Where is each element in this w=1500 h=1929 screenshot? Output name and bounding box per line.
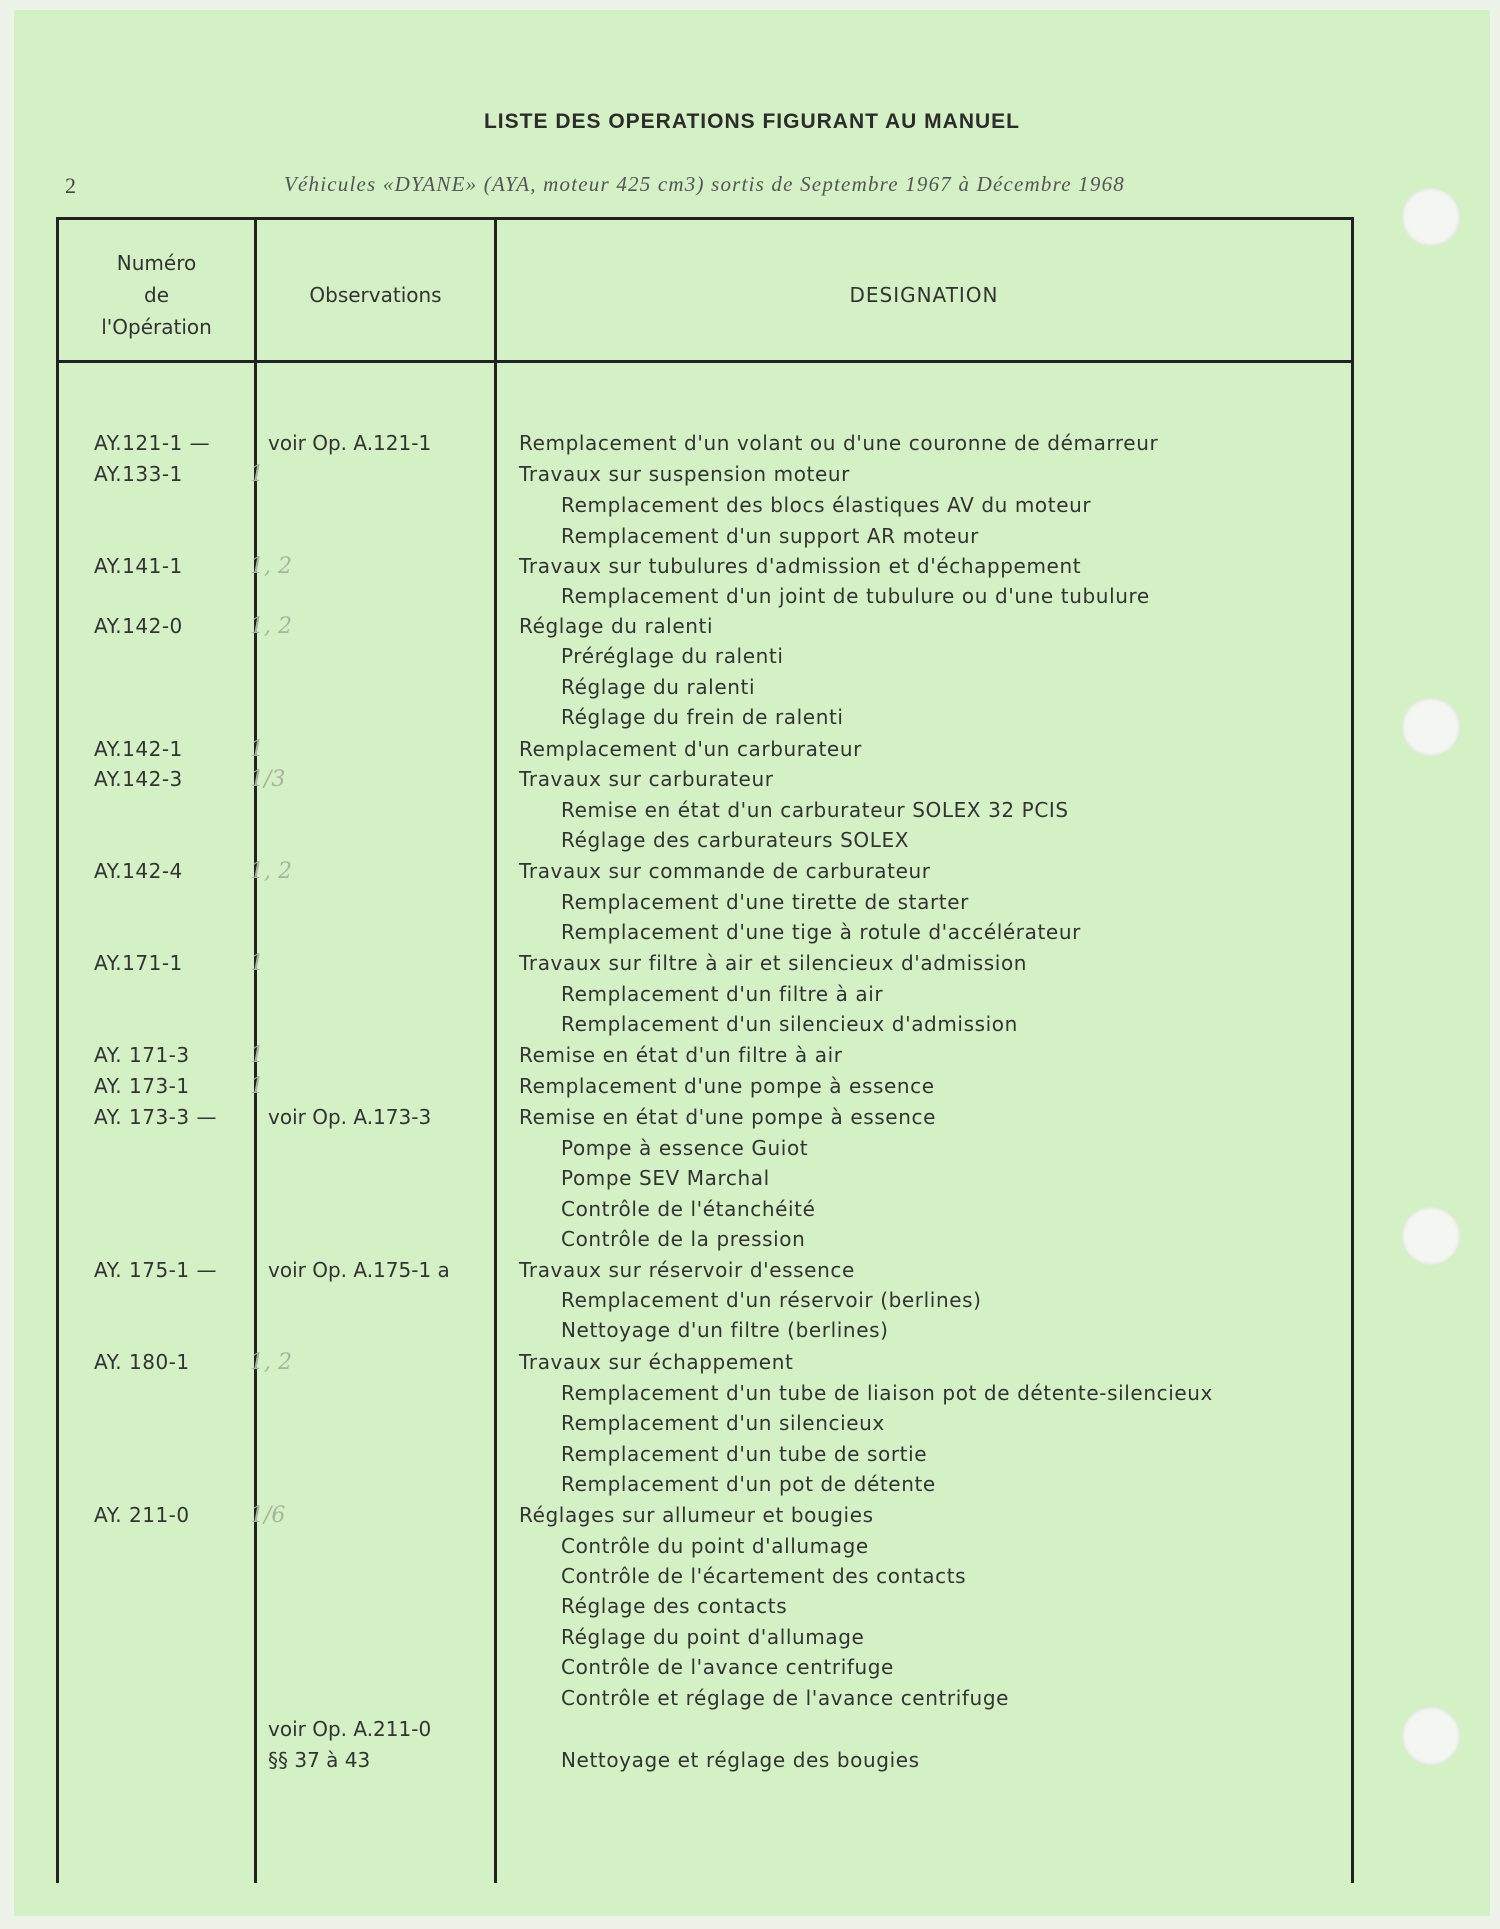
designation-subitem: Remise en état d'un carburateur SOLEX 32 PCIS — [561, 798, 1069, 822]
table-left-border — [56, 217, 59, 1883]
operation-number: AY. 171-3 — [94, 1043, 190, 1067]
punch-hole — [1402, 1707, 1460, 1765]
operation-number: AY.133-1 — [94, 462, 183, 486]
designation-subitem: Remplacement d'une tige à rotule d'accélérateur — [561, 920, 1081, 944]
designation-subitem: Contrôle de l'avance centrifuge — [561, 1655, 894, 1679]
pencil-annotation: 1, 2 — [250, 859, 292, 884]
observation-text: voir Op. A.173-3 — [268, 1105, 432, 1129]
operation-number: AY. 175-1 — — [94, 1258, 217, 1282]
designation-subitem: Réglage du frein de ralenti — [561, 705, 844, 729]
pencil-annotation: 1 — [250, 1074, 264, 1099]
designation-text: Remise en état d'une pompe à essence — [519, 1105, 936, 1129]
observation-text: voir Op. A.121-1 — [268, 431, 432, 455]
designation-subitem: Remplacement d'un tube de liaison pot de détente-silencieux — [561, 1381, 1213, 1405]
operation-number: AY.142-3 — [94, 767, 183, 791]
operation-number: AY. 173-3 — — [94, 1105, 217, 1129]
designation-text: Remplacement d'un volant ou d'une couronne de démarreur — [519, 431, 1159, 455]
designation-text: Réglages sur allumeur et bougies — [519, 1503, 874, 1527]
manual-page — [14, 10, 1490, 1916]
designation-text: Remise en état d'un filtre à air — [519, 1043, 843, 1067]
designation-text: Travaux sur tubulures d'admission et d'échappement — [519, 554, 1082, 578]
operation-number: AY. 211-0 — [94, 1503, 190, 1527]
designation-subitem: Contrôle de la pression — [561, 1227, 806, 1251]
operation-number: AY. 180-1 — [94, 1350, 190, 1374]
operation-number: AY.142-0 — [94, 614, 183, 638]
pencil-annotation: 1, 2 — [250, 614, 292, 639]
designation-subitem: Remplacement des blocs élastiques AV du moteur — [561, 493, 1092, 517]
column-divider — [494, 217, 497, 1883]
designation-text: Travaux sur suspension moteur — [519, 462, 850, 486]
designation-subitem: Réglage du point d'allumage — [561, 1625, 865, 1649]
designation-subitem: Remplacement d'un silencieux d'admission — [561, 1012, 1018, 1036]
designation-subitem: Nettoyage et réglage des bougies — [561, 1748, 920, 1772]
designation-subitem: Contrôle de l'étanchéité — [561, 1197, 816, 1221]
pencil-annotation: 1/3 — [250, 767, 286, 792]
pencil-annotation: 1/6 — [250, 1503, 286, 1528]
operation-number: AY.171-1 — [94, 951, 183, 975]
designation-subitem: Remplacement d'une tirette de starter — [561, 890, 969, 914]
page-subtitle: Véhicules «DYANE» (AYA, moteur 425 cm3) sortis de Septembre 1967 à Décembre 1968 — [284, 172, 1125, 196]
designation-subitem: Réglage des carburateurs SOLEX — [561, 828, 910, 852]
designation-text: Travaux sur commande de carburateur — [519, 859, 931, 883]
operation-number: AY.121-1 — — [94, 431, 211, 455]
page-number: 2 — [65, 173, 76, 198]
observation-text: voir Op. A.211-0 — [268, 1717, 432, 1741]
designation-subitem: Remplacement d'un support AR moteur — [561, 524, 980, 548]
operation-number: AY.141-1 — [94, 554, 183, 578]
operation-number: AY. 173-1 — [94, 1074, 190, 1098]
punch-hole — [1402, 698, 1460, 756]
designation-subitem: Nettoyage d'un filtre (berlines) — [561, 1318, 889, 1342]
table-top-border — [56, 217, 1354, 220]
observation-text: §§ 37 à 43 — [268, 1748, 371, 1772]
designation-text: Remplacement d'un carburateur — [519, 737, 862, 761]
designation-text: Remplacement d'une pompe à essence — [519, 1074, 935, 1098]
punch-hole — [1402, 1207, 1460, 1265]
designation-subitem: Remplacement d'un tube de sortie — [561, 1442, 928, 1466]
header-numero: Numéro de l'Opération — [101, 251, 212, 339]
pencil-annotation: 1 — [250, 951, 264, 976]
designation-text: Travaux sur réservoir d'essence — [519, 1258, 855, 1282]
designation-text: Travaux sur échappement — [519, 1350, 794, 1374]
designation-subitem: Remplacement d'un joint de tubulure ou d'une tubulure — [561, 584, 1150, 608]
pencil-annotation: 1, 2 — [250, 554, 292, 579]
designation-subitem: Remplacement d'un pot de détente — [561, 1472, 936, 1496]
pencil-annotation: 1 — [250, 1043, 264, 1068]
observation-text: voir Op. A.175-1 a — [268, 1258, 450, 1282]
header-bottom-border — [56, 360, 1354, 363]
designation-text: Travaux sur filtre à air et silencieux d'admission — [519, 951, 1028, 975]
designation-subitem: Pompe à essence Guiot — [561, 1136, 809, 1160]
designation-text: Réglage du ralenti — [519, 614, 714, 638]
punch-hole — [1402, 188, 1460, 246]
designation-subitem: Contrôle et réglage de l'avance centrifuge — [561, 1686, 1010, 1710]
designation-subitem: Pompe SEV Marchal — [561, 1166, 770, 1190]
designation-subitem: Réglage des contacts — [561, 1594, 788, 1618]
designation-subitem: Remplacement d'un filtre à air — [561, 982, 884, 1006]
designation-subitem: Contrôle de l'écartement des contacts — [561, 1564, 967, 1588]
pencil-annotation: 1 — [250, 462, 264, 487]
designation-subitem: Remplacement d'un silencieux — [561, 1411, 885, 1435]
pencil-annotation: 1 — [250, 737, 264, 762]
designation-text: Travaux sur carburateur — [519, 767, 774, 791]
header-observations: Observations — [309, 283, 442, 307]
operation-number: AY.142-1 — [94, 737, 183, 761]
operation-number: AY.142-4 — [94, 859, 183, 883]
page-title: LISTE DES OPERATIONS FIGURANT AU MANUEL — [483, 110, 1020, 133]
designation-subitem: Remplacement d'un réservoir (berlines) — [561, 1288, 982, 1312]
pencil-annotation: 1, 2 — [250, 1350, 292, 1375]
designation-subitem: Réglage du ralenti — [561, 675, 756, 699]
designation-subitem: Contrôle du point d'allumage — [561, 1534, 869, 1558]
table-right-border — [1351, 217, 1354, 1883]
designation-subitem: Préréglage du ralenti — [561, 644, 784, 668]
header-designation: DESIGNATION — [849, 283, 999, 307]
